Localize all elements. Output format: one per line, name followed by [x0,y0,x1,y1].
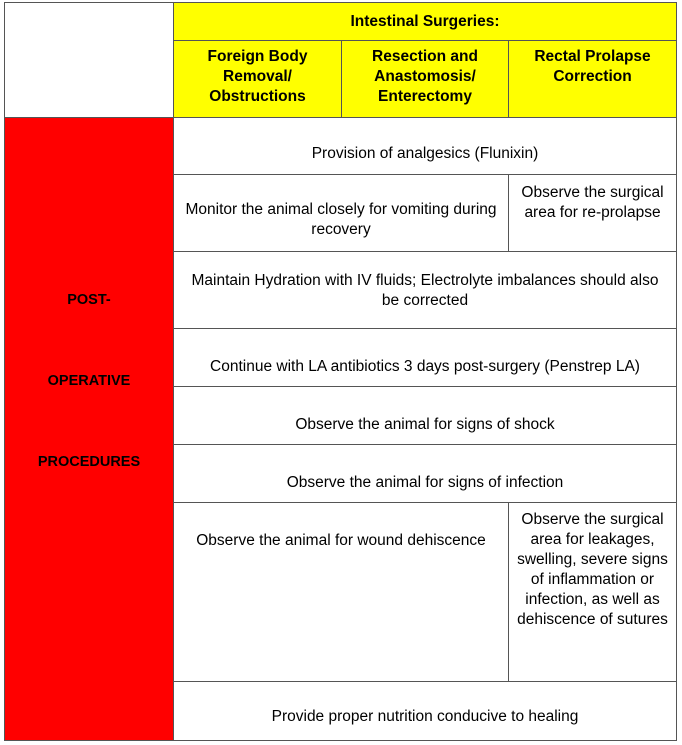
intestinal-surgeries-header [173,2,677,41]
row-dehiscence [173,502,509,682]
group-title: Intestinal Surgeries: [350,12,500,30]
row-surgical-area-leakage [508,502,677,682]
column-header-rectal-prolapse [508,40,677,118]
column-header-label: Foreign Body Removal/ Obstructions [207,48,308,105]
row-analgesics [173,117,677,175]
row-shock [173,386,677,445]
side-label-line-1: POST- [67,292,111,308]
column-header-label: Resection and Anastomosis/ Enterectomy [372,48,478,105]
row-infection [173,444,677,503]
row-text: Continue with LA antibiotics 3 days post-surgery (Penstrep LA) [210,357,640,375]
column-header-foreign-body [173,40,342,118]
post-operative-procedures-label [4,117,174,741]
row-text: Provision of analgesics (Flunixin) [311,145,539,162]
blank-corner-cell [4,2,174,118]
row-text: Observe the surgical area for re-prolapse [521,184,664,221]
side-label-line-2: OPERATIVE [47,373,131,389]
row-nutrition [173,681,677,741]
row-reprolapse [508,174,677,252]
column-header-resection [341,40,509,118]
row-text: Observe the animal for signs of shock [295,415,555,433]
row-text: Observe the animal for signs of infection [286,473,564,491]
column-header-label: Rectal Prolapse Correction [534,48,651,85]
row-text: Monitor the animal closely for vomiting during recovery [185,201,497,238]
row-text: Provide proper nutrition conducive to healing [271,708,579,725]
row-text: Observe the animal for wound dehiscence [196,532,486,549]
side-label-line-3: PROCEDURES [37,454,141,470]
row-monitor-vomiting [173,174,509,252]
row-text: Observe the surgical area for leakages, swelling, severe signs of inflammation or infection, as well as dehiscence of sutures [517,511,668,628]
row-text: Maintain Hydration with IV fluids; Electrolyte imbalances should also be corrected [191,272,659,309]
row-antibiotics [173,328,677,387]
row-hydration [173,251,677,329]
